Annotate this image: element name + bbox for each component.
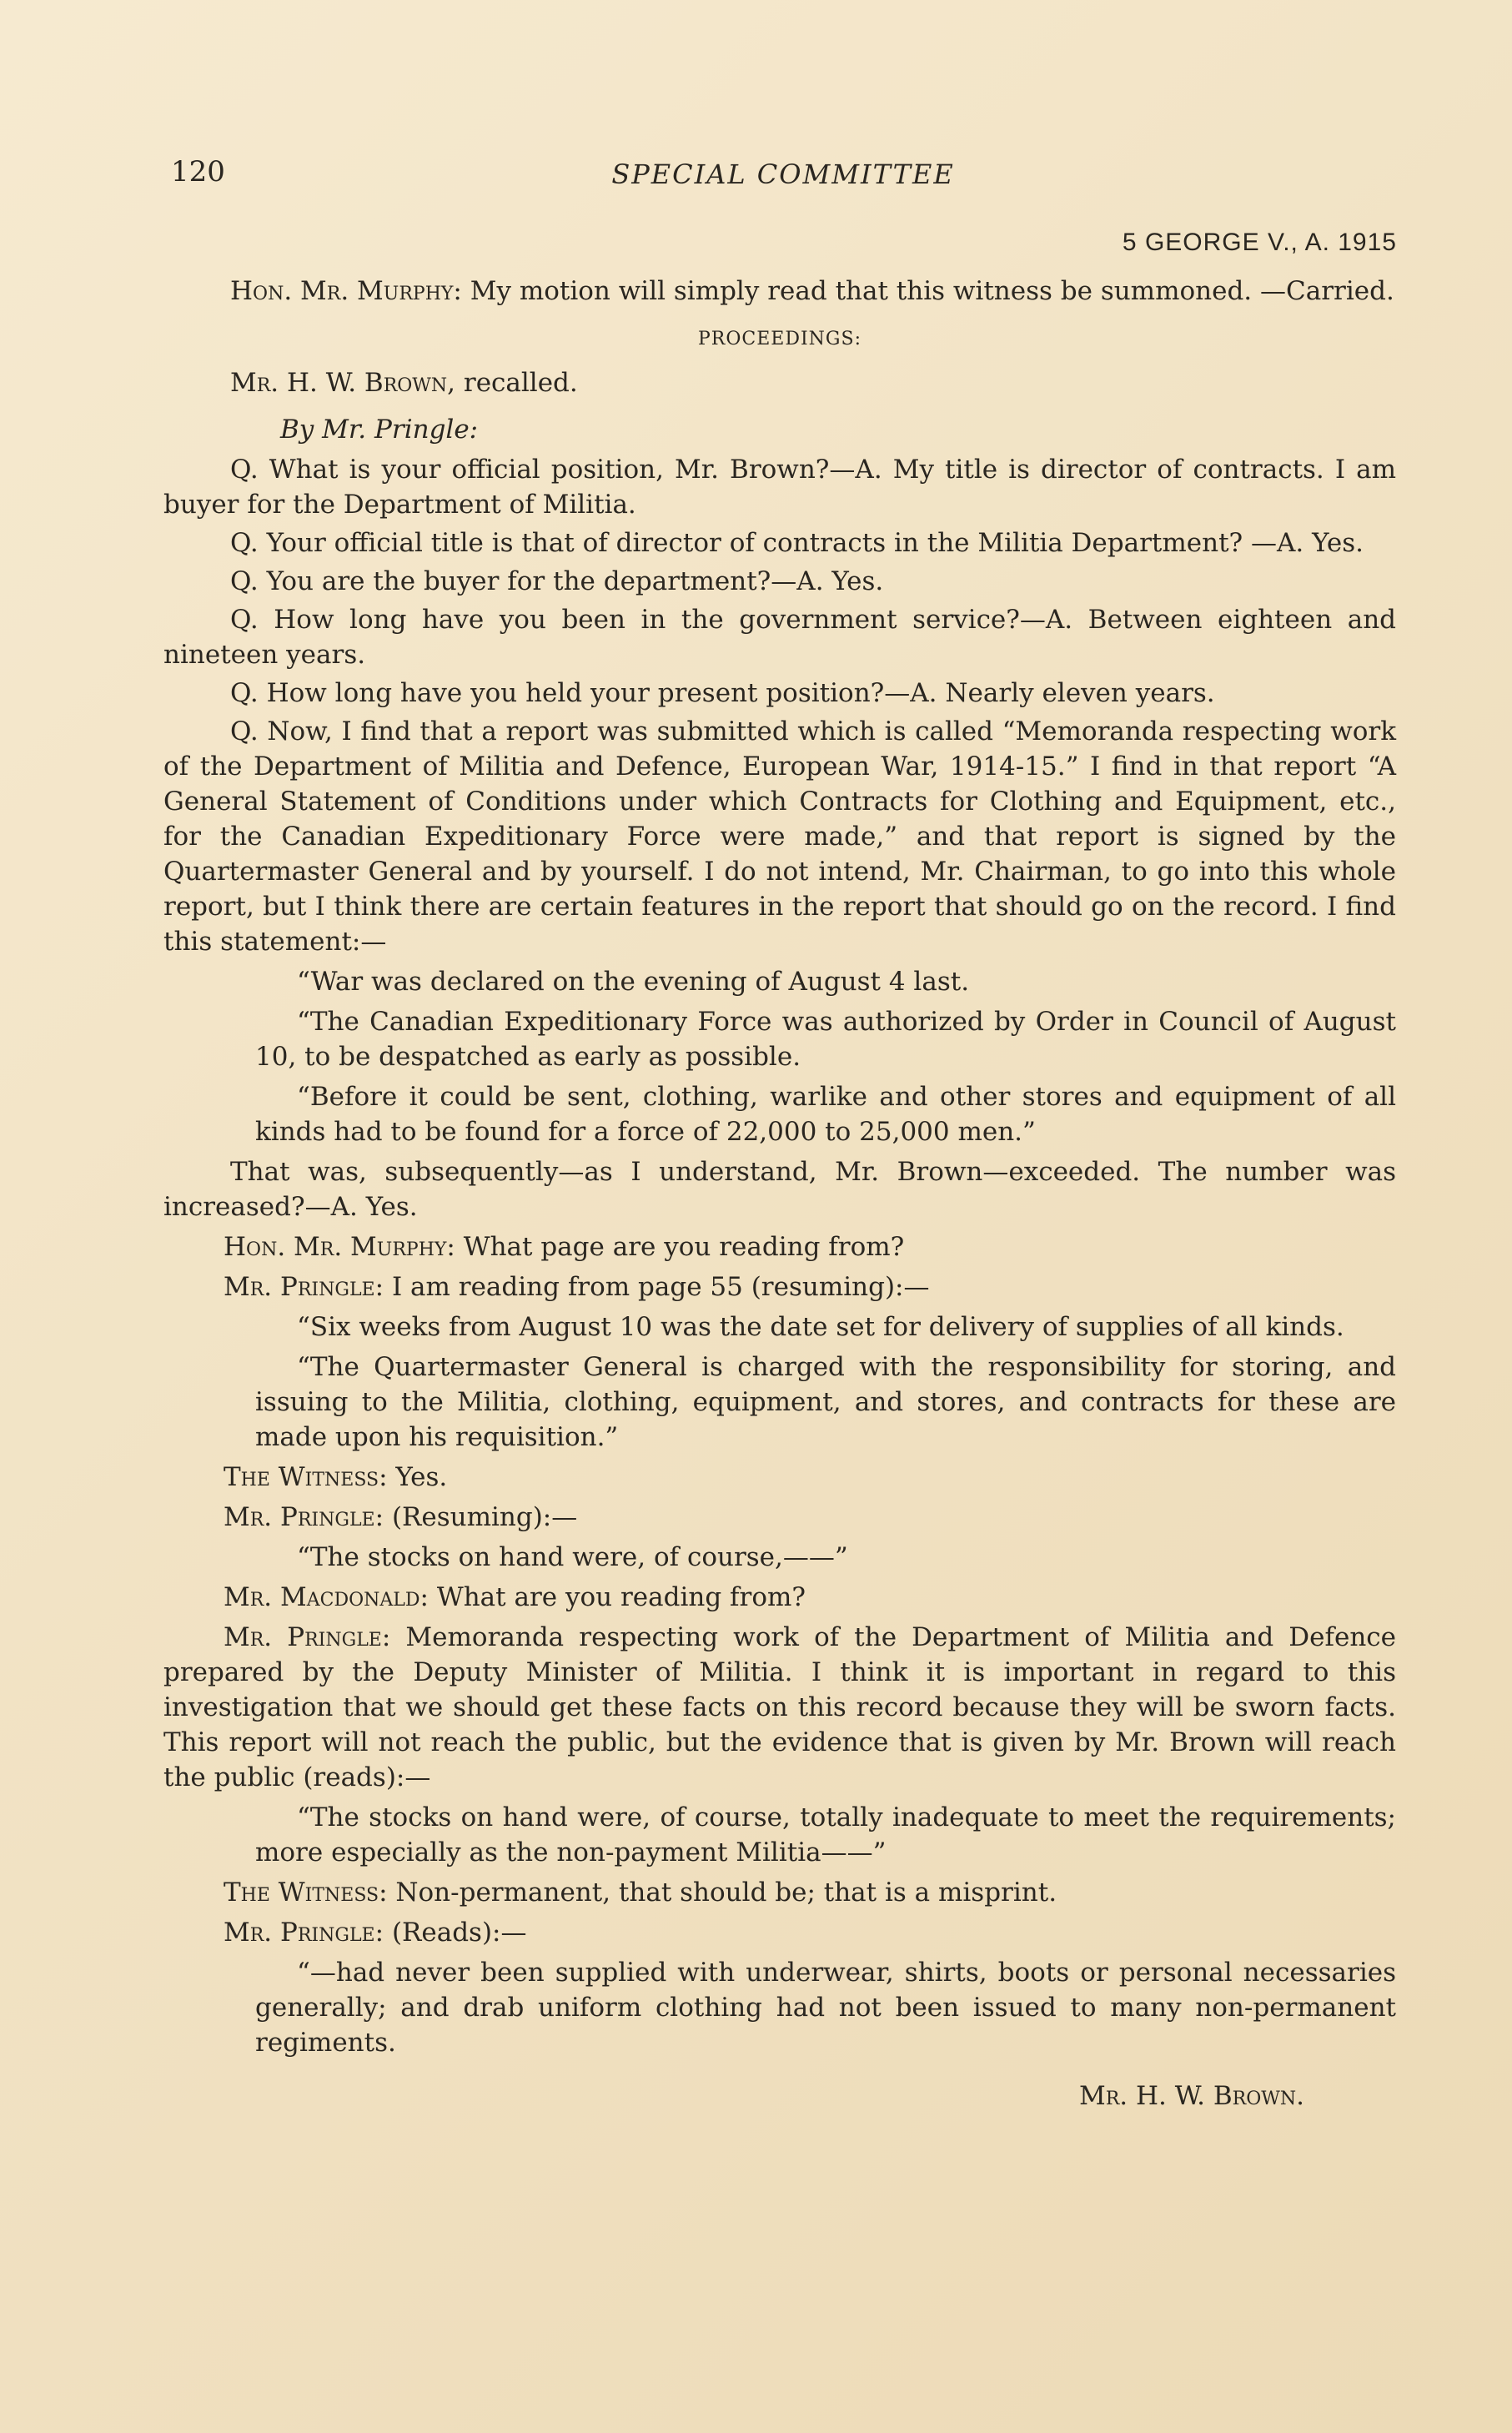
qa-item: Q. Your official title is that of director of contracts in the Militia Department? —A. Yes.: [230, 528, 1364, 558]
speech: What page are you reading from?: [463, 1232, 905, 1262]
qa-item: Q. What is your official position, Mr. Brown?—A. My title is director of contracts. I am buyer for the Department of Militia.: [163, 455, 1396, 520]
quoted-passage: “The Quartermaster General is charged with the responsibility for storing, and issuing to the Militia, clothing, equipment, and stores, and contracts for these are made upon his requisition.”: [255, 1352, 1396, 1452]
speaker: Mr. Pringle:: [224, 1272, 384, 1302]
byline: By Mr. Pringle:: [280, 415, 479, 445]
speaker: Mr. Pringle:: [224, 1622, 391, 1652]
quoted-passage: “Six weeks from August 10 was the date set for delivery of supplies of all kinds.: [297, 1312, 1344, 1342]
speaker: Mr. Pringle:: [224, 1502, 384, 1532]
page-header: [171, 155, 1395, 205]
speech-line: [163, 1269, 1396, 1304]
qa-item: Q. How long have you been in the government service?—A. Between eighteen and nineteen years.: [163, 605, 1396, 670]
opening-paragraph: [163, 274, 1396, 309]
proceedings-label: PROCEEDINGS:: [698, 329, 861, 349]
speech-line: [163, 1229, 1396, 1264]
quoted-passage: “—had never been supplied with underwear, shirts, boots or personal necessaries generally; and drab uniform clothing had not been issued to many non-permanent regiments.: [255, 1958, 1396, 2058]
speech: What are you reading from?: [436, 1582, 806, 1612]
signature: Mr. H. W. Brown.: [1078, 2081, 1304, 2111]
speech-line: [163, 1500, 1396, 1535]
witness-name: Mr. H. W. Brown,: [230, 368, 456, 398]
qa-item: Q. Now, I find that a report was submitted which is called “Memoranda respecting work of the Department of Militia and Defence, European War, 1914-15.” I find in that report “A General Statement of Conditions under which Contracts for Clothing and Equipment, etc., for the Canadian Expeditionary Force were made,” and that report is signed by the Quartermaster General and by yourself. I do not intend, Mr. Chairman, to go into this whole report, but I think there are certain features in the report that should go on the record. I find this statement:—: [163, 716, 1396, 957]
speech-line: [163, 1875, 1396, 1910]
quoted-passage: “Before it could be sent, clothing, warlike and other stores and equipment of all kinds had to be found for a force of 22,000 to 25,000 men.”: [255, 1082, 1396, 1147]
quoted-passage: “War was declared on the evening of August 4 last.: [297, 967, 970, 997]
speech: I am reading from page 55 (resuming):—: [391, 1272, 930, 1302]
quoted-passage: “The stocks on hand were, of course, totally inadequate to meet the requirements; more especially as the non-payment Militia——”: [255, 1802, 1396, 1867]
speech: (Resuming):—: [391, 1502, 578, 1532]
quoted-passage: “The stocks on hand were, of course,——”: [297, 1542, 848, 1572]
speech: My motion will simply read that this witness be summoned. —Carried.: [470, 276, 1394, 306]
witness-line: [163, 365, 1396, 400]
speech: Yes.: [395, 1462, 448, 1492]
speech: Non-permanent, that should be; that is a misprint.: [395, 1878, 1057, 1908]
speech: Memoranda respecting work of the Department of Militia and Defence prepared by the Deputy Minister of Militia. I think it is important in regard to this investigation that we should get these facts on this record because they will be sworn facts. This report will not reach the public, but the evidence that is given by Mr. Brown will reach the public (reads):—: [163, 1622, 1396, 1792]
speech-line: [163, 1580, 1396, 1615]
running-title: SPECIAL COMMITTEE: [611, 158, 955, 190]
speech-line: [163, 1460, 1396, 1495]
quoted-passage: “The Canadian Expeditionary Force was authorized by Order in Council of August 10, to be despatched as early as possible.: [255, 1007, 1396, 1072]
speaker: Mr. Macdonald:: [224, 1582, 429, 1612]
speaker: The Witness:: [224, 1462, 388, 1492]
page-number: 120: [171, 155, 225, 189]
speaker: Hon. Mr. Murphy:: [230, 276, 462, 306]
qa-item: Q. How long have you held your present position?—A. Nearly eleven years.: [230, 678, 1215, 708]
narrative-paragraph: That was, subsequently—as I understand, Mr. Brown—exceeded. The number was increased?—A. Yes.: [163, 1157, 1396, 1222]
speaker: Hon. Mr. Murphy:: [224, 1232, 455, 1262]
document-body: [163, 274, 1396, 2117]
speech-line: [163, 1620, 1396, 1795]
session-label: 5 GEORGE V., A. 1915: [1122, 229, 1397, 256]
speaker: Mr. Pringle:: [224, 1918, 384, 1948]
speech-line: [163, 1915, 1396, 1950]
qa-item: Q. You are the buyer for the department?—A. Yes.: [230, 566, 884, 596]
speech: (Reads):—: [391, 1918, 527, 1948]
speaker: The Witness:: [224, 1878, 388, 1908]
witness-status: recalled.: [463, 368, 578, 398]
